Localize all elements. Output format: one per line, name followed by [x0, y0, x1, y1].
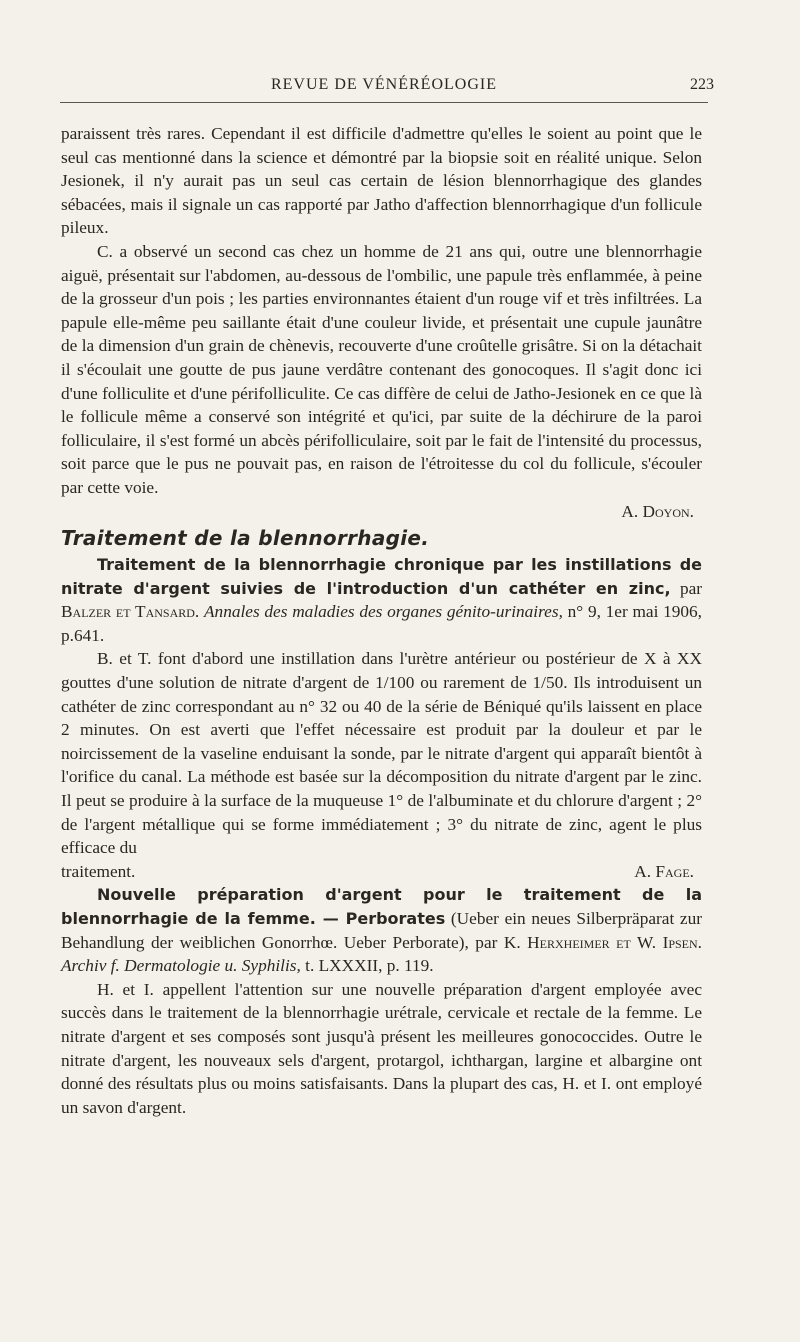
article-author: A. Fage.: [634, 861, 694, 881]
article-title: Nouvelle préparation d'argent pour le traitement de la blennorrhagie de la femme. — Perborates: [61, 885, 702, 928]
journal-name: Archiv f. Dermatologie u. Syphilis,: [61, 956, 301, 976]
reference-details: t. LXXXII, p. 119.: [300, 956, 434, 976]
page-header: [60, 76, 714, 103]
signature-line: [61, 860, 702, 884]
article-subtitle: (Ueber ein neues Silberpräparat zur Behandlung der weiblichen Gonorrhœ. Ueber Perborate), par: [61, 909, 703, 952]
article-authors: K. Herxheimer et W. Ipsen.: [503, 932, 702, 952]
article-authors: Balzer et Tansard.: [61, 602, 200, 622]
running-title: REVUE DE VÉNÉRÉOLOGIE: [270, 76, 497, 93]
section-heading: Traitement de la blennorrhagie.: [61, 526, 430, 551]
reference-details: n° 9, 1er mai 1906, p.641.: [61, 602, 702, 645]
body-text: [61, 122, 702, 1119]
journal-name: Annales des maladies des organes génito-urinaires,: [204, 602, 563, 622]
paragraph-end: traitement.: [61, 861, 136, 881]
paragraph: paraissent très rares. Cependant il est difficile d'admettre qu'elles le soient au point que le seul cas mentionné dans la science et démontré par la biopsie soit en réalité unique. Selon Jesionek, il n'y aurait pas un seul cas certain de lésion blennorrhagique des glandes sébacées, mais il signale un cas rapporté par Jatho d'affection blennorrhagique d'un follicule pileux.: [61, 124, 702, 238]
article-reference: [61, 553, 702, 647]
page-number: 223: [690, 76, 714, 93]
par-text: par: [670, 578, 703, 598]
article-author: A. Doyon.: [621, 501, 694, 521]
paragraph: C. a observé un second cas chez un homme de 21 ans qui, outre une blennorrhagie aiguë, présentait sur l'abdomen, au-dessous de l'ombilic, une papule très enflammée, à peine de la grosseur d'un pois ; les parties environnantes étaient d'un rouge vif et très infiltrées. La papule elle-même peu saillante était d'une couleur livide, et présentait une cupule jaunâtre de la dimension d'un grain de chènevis, recouverte d'une croûtelle grisâtre. Si on la détachait il s'écoulait une goutte de pus jaune verdâtre contenant des gonocoques. Il s'agit donc ici d'une folliculite et d'une périfolliculite. Ce cas diffère de celui de Jatho-Jesionek en ce que là le follicule même a conservé son intégrité et qu'ici, par suite de la déchirure de la paroi folliculaire, il s'est formé un abcès périfolliculaire, soit par le fait de l'intensité du processus, soit parce que le pus ne pouvait pas, en raison de l'étroitesse du col du follicule, s'écouler par cette voie.: [61, 241, 702, 497]
article-title: Traitement de la blennorrhagie chronique par les instillations de nitrate d'argent suivies de l'introduction d'un cathéter en zinc,: [61, 555, 702, 598]
paragraph: H. et I. appellent l'attention sur une nouvelle préparation d'argent employée avec succès dans le traitement de la blennorrhagie urétrale, cervicale et rectale de la femme. Le nitrate d'argent et ses composés sont jusqu'à présent les meilleures gonococcides. Outre le nitrate d'argent, les nouveaux sels d'argent, protargol, ichthargan, largine et albargine ont donné des résultats plus ou moins satisfaisants. Dans la plupart des cas, H. et I. ont employé un savon d'argent.: [61, 979, 702, 1117]
paragraph: B. et T. font d'abord une instillation dans l'urètre antérieur ou postérieur de X à XX gouttes d'une solution de nitrate d'argent de 1/100 ou rarement de 1/50. Ils introduisent un cathéter de zinc correspondant au n° 32 ou 40 de la série de Béniqué qu'ils laissent en place 2 minutes. On est averti que l'effet nécessaire est produit par la douleur et par le noircissement de la vaseline enduisant la sonde, par le nitrate d'argent qui apparaît bientôt à l'orifice du canal. La méthode est basée sur la décomposition du nitrate d'argent par le zinc. Il peut se produire à la surface de la muqueuse 1° de l'albuminate et du chlorure d'argent ; 2° de l'argent métallique qui se forme immédiatement ; 3° du nitrate de zinc, agent le plus efficace du: [61, 649, 702, 858]
signature-line: [61, 500, 702, 524]
article-reference: [61, 883, 702, 977]
